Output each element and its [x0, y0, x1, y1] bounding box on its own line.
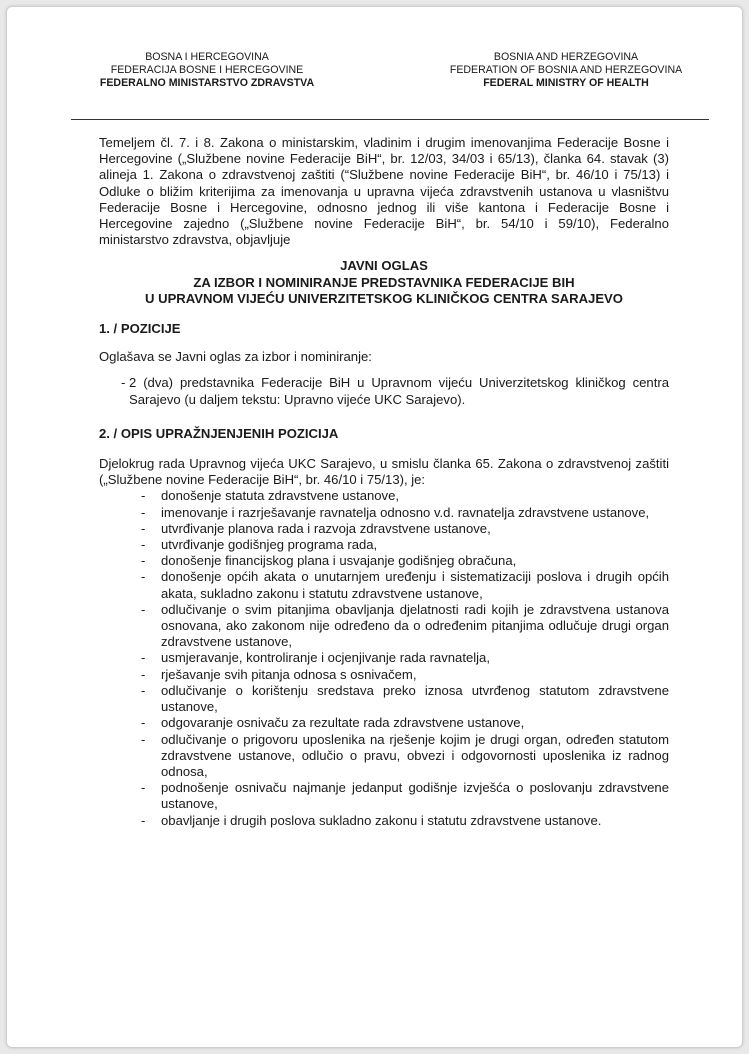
header-right-country: BOSNIA AND HERZEGOVINA	[493, 51, 639, 63]
list-item-text: 2 (dva) predstavnika Federacije BiH u Upravnom vijeću Univerzitetskog kliničkog centra Sarajevo (u daljem tekstu: Upravno vijeće UKC Sarajevo).	[129, 375, 669, 407]
list-item	[99, 521, 669, 537]
list-item	[99, 732, 669, 781]
intro-paragraph: Temeljem čl. 7. i 8. Zakona o ministarskim, vladinim i drugim imenovanjima Federacije Bosne i Hercegovine („Službene novine Federacije BiH“, br. 12/03, 34/03 i 65/13), članka 64. stavak (3) alineja 1. Zakona o zdravstvenoj zaštiti (“Službene novine Federacije BiH“, br. 46/10 i 75/13) i Odluke o bližim kriterijima za imenovanja u upravna vijeća zdravstvenih ustanova u vlasništvu Federacije Bosne i Hercegovine, odnosno jednog ili više kantona i Federacije Bosne i Hercegovine zajedno („Službene novine Federacije BiH“, br. 54/10 i 59/10), Federalno ministarstvo zdravstva, objavljuje	[99, 135, 669, 248]
list-item-text: utvrđivanje godišnjeg programa rada,	[161, 537, 378, 553]
list-item	[99, 667, 669, 683]
list-item-text: podnošenje osnivaču najmanje jedanput godišnje izvješća o poslovanju zdravstvene ustanove,	[161, 780, 669, 812]
list-item	[99, 553, 669, 569]
header-right-federation: FEDERATION OF BOSNIA AND HERZEGOVINA	[449, 64, 683, 76]
header-right	[431, 51, 701, 90]
section-2-text: Djelokrug rada Upravnog vijeća UKC Sarajevo, u smislu članka 65. Zakona o zdravstvenoj zaštiti („Službene novine Federacije BiH“, br. 46/10 i 75/13), je:	[99, 456, 669, 488]
header-left-federation: FEDERACIJA BOSNE I HERCEGOVINE	[110, 64, 304, 76]
dash-bullet: -	[141, 520, 146, 536]
title-line-3: U UPRAVNOM VIJEĆU UNIVERZITETSKOG KLINIČKOG CENTRA SARAJEVO	[145, 290, 623, 306]
dash-bullet: -	[141, 488, 146, 504]
dash-bullet: -	[141, 812, 146, 828]
list-item	[99, 650, 669, 666]
dash-bullet: -	[141, 715, 146, 731]
list-item-text: odgovaranje osnivaču za rezultate rada zdravstvene ustanove,	[161, 715, 525, 731]
list-item	[99, 375, 669, 407]
dash-bullet: -	[141, 682, 146, 698]
dash-bullet: -	[141, 553, 146, 569]
section-1-text: Oglašava se Javni oglas za izbor i nominiranje:	[99, 349, 372, 365]
section-2-duties-list	[99, 488, 669, 828]
document-title	[99, 258, 669, 307]
dash-bullet: -	[141, 601, 146, 617]
list-item	[99, 505, 669, 521]
section-2-heading: 2. / OPIS UPRAŽNJENJENIH POZICIJA	[99, 425, 339, 441]
dash-bullet: -	[121, 375, 126, 391]
list-item-text: usmjeravanje, kontroliranje i ocjenjivanje rada ravnatelja,	[161, 650, 490, 666]
dash-bullet: -	[141, 666, 146, 682]
dash-bullet: -	[141, 650, 146, 666]
list-item	[99, 813, 669, 829]
header-left	[67, 51, 347, 90]
document-body	[99, 135, 669, 829]
header-right-ministry: FEDERAL MINISTRY OF HEALTH	[483, 77, 649, 89]
dash-bullet: -	[141, 780, 146, 796]
title-line-2: ZA IZBOR I NOMINIRANJE PREDSTAVNIKA FEDERACIJE BIH	[193, 274, 575, 290]
list-item-text: donošenje statuta zdravstvene ustanove,	[161, 488, 400, 504]
title-line-1: JAVNI OGLAS	[340, 258, 428, 274]
dash-bullet: -	[141, 504, 146, 520]
list-item	[99, 537, 669, 553]
list-item-text: odlučivanje o svim pitanjima obavljanja djelatnosti radi kojih je zdravstvena ustanova osnovana, ako zakonom nije određeno da o određenim pitanjima odlučuje drugi organ zdravstvene ustanove,	[161, 601, 669, 650]
list-item-text: obavljanje i drugih poslova sukladno zakonu i statutu zdravstvene ustanove.	[161, 812, 602, 828]
list-item-text: imenovanje i razrješavanje ravnatelja odnosno v.d. ravnatelja zdravstvene ustanove,	[161, 504, 650, 520]
list-item-text: utvrđivanje planova rada i razvoja zdravstvene ustanove,	[161, 520, 491, 536]
list-item-text: donošenje financijskog plana i usvajanje godišnjeg obračuna,	[161, 553, 517, 569]
list-item	[99, 488, 669, 504]
document-page	[6, 6, 743, 1048]
section-1-heading: 1. / POZICIJE	[99, 321, 181, 337]
section-1-list	[99, 375, 669, 407]
list-item	[99, 602, 669, 651]
list-item-text: odlučivanje o prigovoru uposlenika na rješenje kojim je drugi organ, određen statutom zdravstvene ustanove, odlučio o pravu, obvezi i odgovornosti uposlenika iz radnog odnosa,	[161, 731, 669, 779]
header-left-ministry: FEDERALNO MINISTARSTVO ZDRAVSTVA	[99, 77, 315, 89]
header-divider	[71, 119, 709, 120]
list-item	[99, 683, 669, 715]
dash-bullet: -	[141, 569, 146, 585]
list-item-text: odlučivanje o korištenju sredstava preko iznosa utvrđenog statutom zdravstvene ustanove,	[161, 682, 669, 715]
list-item	[99, 715, 669, 731]
header-left-country: BOSNA I HERCEGOVINA	[145, 51, 269, 63]
list-item-text: rješavanje svih pitanja odnosa s osnivačem,	[161, 666, 417, 682]
list-item-text: donošenje općih akata o unutarnjem uređenju i sistematizaciji poslova i drugih općih akata, sukladno zakonu i statutu zdravstvene ustanove,	[161, 569, 669, 601]
list-item	[99, 569, 669, 601]
list-item	[99, 780, 669, 812]
dash-bullet: -	[141, 537, 146, 553]
dash-bullet: -	[141, 731, 146, 747]
